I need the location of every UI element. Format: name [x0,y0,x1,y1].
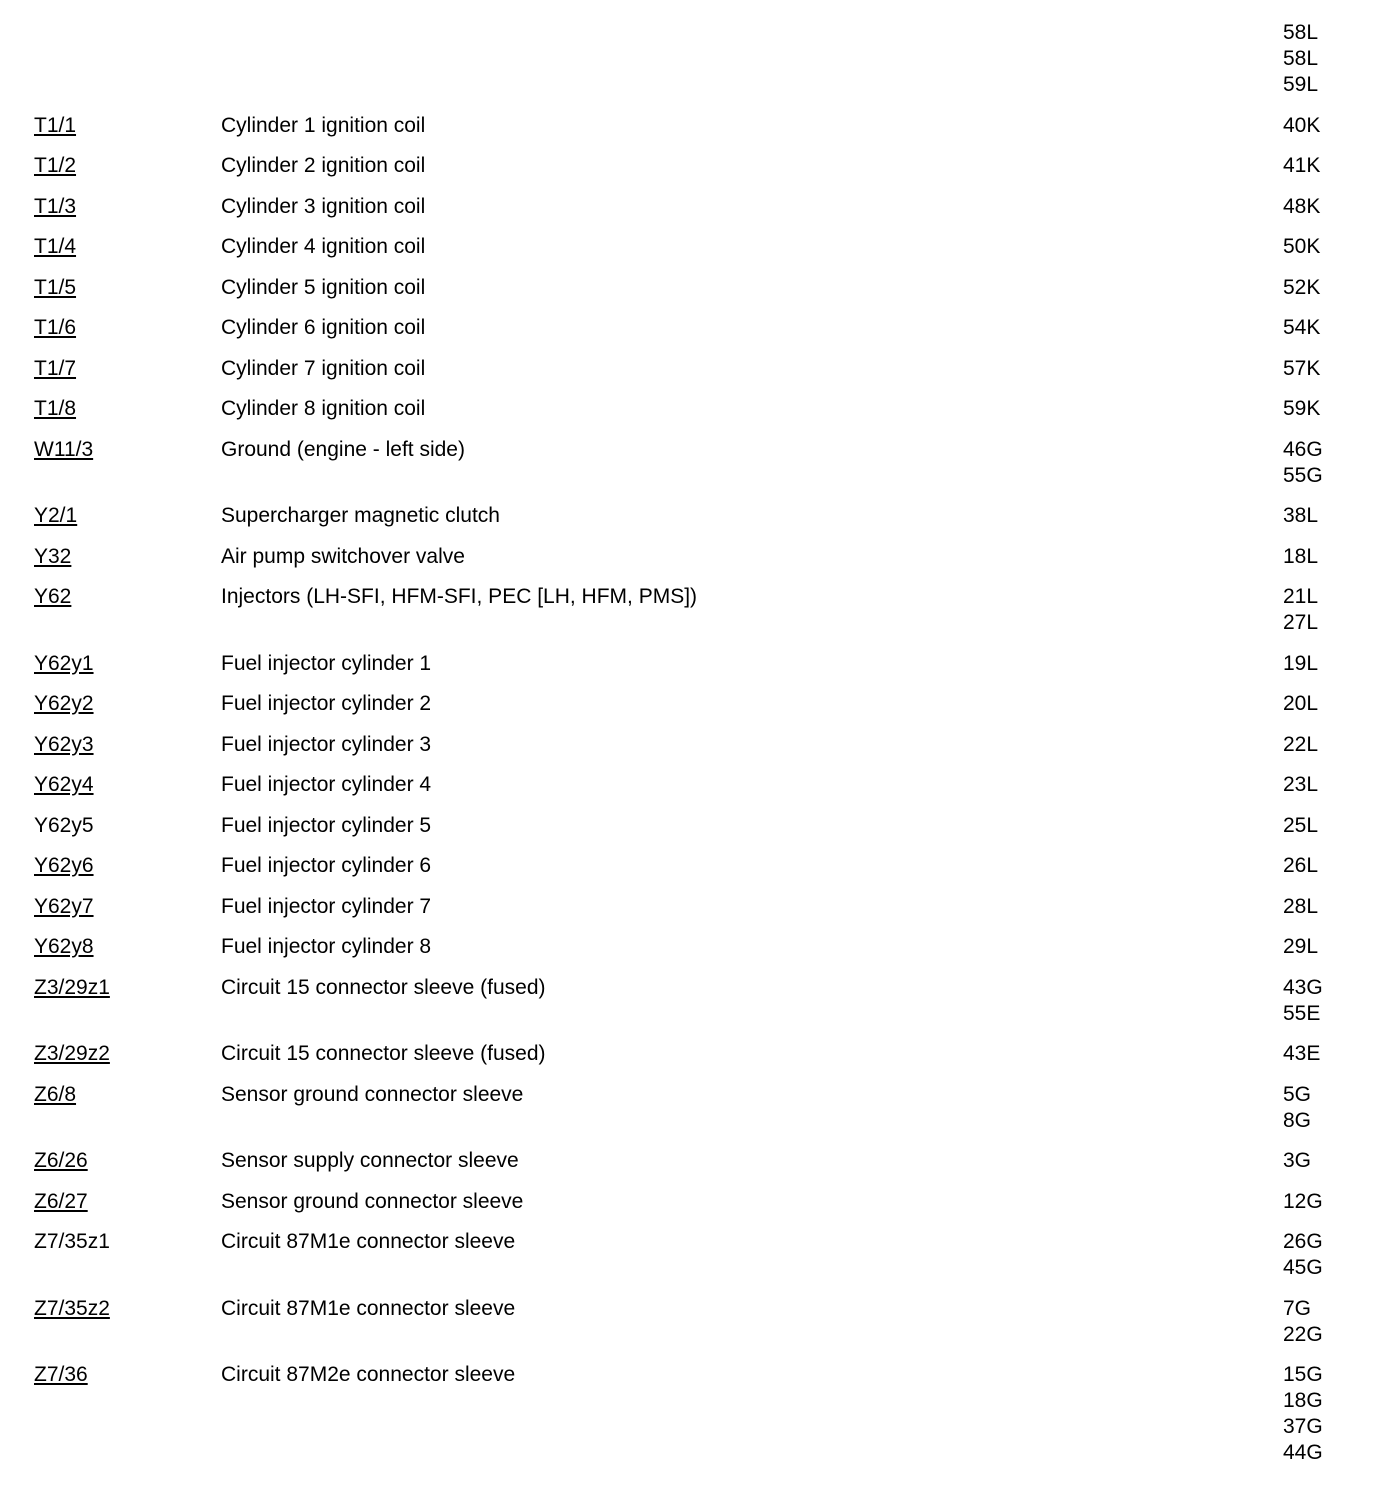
location-code: 43E [1283,1042,1321,1065]
location-code: 40K [1283,113,1321,137]
component-code-link[interactable]: Z6/27 [34,1189,88,1213]
component-description: Fuel injector cylinder 2 [221,692,432,715]
location-codes [1283,315,1320,341]
component-code-link[interactable]: W11/3 [34,437,94,461]
location-code: 58L [1283,21,1319,44]
location-codes [1283,396,1320,422]
component-description: Circuit 15 connector sleeve (fused) [221,1042,546,1065]
location-codes [1283,1041,1320,1067]
location-code: 41K [1283,154,1321,177]
component-description: Fuel injector cylinder 6 [221,854,432,877]
component-description: Injectors (LH-SFI, HFM-SFI, PEC [LH, HFM, PMS]) [221,585,698,608]
location-codes [1283,1082,1311,1134]
location-code: 5G [1283,1082,1312,1106]
location-code: 19L [1283,651,1319,675]
component-code-link[interactable]: Z6/26 [34,1149,88,1172]
component-code-link[interactable]: Z7/35z2 [34,1296,110,1320]
location-code: 58L [1283,47,1319,70]
component-code-link[interactable]: Y62y6 [34,854,94,877]
component-code-link[interactable]: T1/4 [34,235,77,258]
location-codes [1283,1229,1323,1281]
location-code: 59K [1283,397,1321,420]
location-code: 48K [1283,194,1321,218]
location-code: 50K [1283,235,1321,258]
location-code: 43G [1283,975,1323,999]
component-description: Cylinder 3 ignition coil [221,194,426,218]
component-description: Circuit 87M1e connector sleeve [221,1296,516,1320]
location-codes [1283,113,1320,139]
component-code-link[interactable]: T1/2 [34,154,77,177]
location-code: 18G [1283,1389,1323,1412]
location-codes [1283,691,1318,717]
component-description: Cylinder 5 ignition coil [221,275,426,299]
location-codes [1283,584,1318,636]
component-description: Cylinder 6 ignition coil [221,316,426,339]
component-code-link[interactable]: Z3/29z1 [34,975,110,999]
location-codes [1283,437,1323,489]
component-description: Fuel injector cylinder 3 [221,732,432,756]
location-codes [1283,853,1318,879]
component-code-link[interactable]: T1/5 [34,275,77,299]
location-codes [1283,275,1320,301]
location-code: 26L [1283,854,1319,877]
location-code: 37G [1283,1415,1323,1438]
component-code-link[interactable]: T1/6 [34,316,77,339]
location-codes [1283,234,1320,260]
location-codes [1283,1148,1311,1174]
component-code-link[interactable]: Y62y3 [34,732,94,756]
location-codes [1283,20,1318,98]
component-code-link[interactable]: Z6/8 [34,1082,77,1106]
location-code: 27L [1283,611,1319,634]
location-code: 26G [1283,1230,1323,1253]
component-code-link[interactable]: Y32 [34,544,72,568]
component-description: Circuit 87M1e connector sleeve [221,1230,516,1253]
component-description: Sensor supply connector sleeve [221,1149,519,1172]
location-code: 45G [1283,1256,1323,1279]
component-description: Sensor ground connector sleeve [221,1189,524,1213]
location-code: 28L [1283,894,1319,918]
component-code-link[interactable]: Y62y2 [34,692,94,715]
location-code: 54K [1283,316,1321,339]
location-code: 38L [1283,504,1319,527]
component-code-link[interactable]: Y62y8 [34,935,94,958]
component-code-link[interactable]: Y62y4 [34,773,94,796]
location-codes [1283,503,1318,529]
location-code: 8G [1283,1108,1312,1132]
component-description: Cylinder 4 ignition coil [221,235,426,258]
component-description: Fuel injector cylinder 8 [221,935,432,958]
location-codes [1283,732,1318,758]
location-code: 21L [1283,585,1319,608]
location-code: 44G [1283,1441,1323,1464]
location-code: 55E [1283,1001,1321,1025]
component-description: Ground (engine - left side) [221,437,465,461]
location-code: 23L [1283,773,1319,796]
location-codes [1283,934,1318,960]
component-code-link[interactable]: T1/8 [34,397,77,420]
component-description: Sensor ground connector sleeve [221,1082,524,1106]
location-code: 25L [1283,813,1319,837]
component-description: Circuit 87M2e connector sleeve [221,1363,516,1386]
component-code-link[interactable]: Z7/36 [34,1363,88,1386]
component-code-link[interactable]: T1/7 [34,356,77,380]
component-description: Circuit 15 connector sleeve (fused) [221,975,546,999]
location-codes [1283,153,1320,179]
location-code: 46G [1283,437,1323,461]
location-codes [1283,544,1318,570]
location-code: 55G [1283,463,1323,487]
location-code: 57K [1283,356,1321,380]
component-code-link[interactable]: T1/3 [34,194,77,218]
location-code: 7G [1283,1296,1312,1320]
location-codes [1283,1296,1323,1348]
location-codes [1283,975,1323,1027]
location-codes [1283,813,1318,839]
location-code: 52K [1283,275,1321,299]
component-code-link[interactable]: Y62y7 [34,894,94,918]
location-code: 20L [1283,692,1319,715]
location-codes [1283,1189,1323,1215]
component-description: Air pump switchover valve [221,544,465,568]
component-description: Fuel injector cylinder 4 [221,773,432,796]
component-description: Cylinder 1 ignition coil [221,113,426,137]
component-description: Cylinder 8 ignition coil [221,397,426,420]
location-code: 15G [1283,1363,1323,1386]
location-codes [1283,894,1318,920]
location-code: 22L [1283,732,1319,756]
location-codes [1283,1362,1323,1466]
component-description: Fuel injector cylinder 1 [221,651,432,675]
component-code-link[interactable]: T1/1 [34,113,77,137]
location-code: 22G [1283,1322,1323,1346]
component-code-link[interactable]: Y62 [34,585,72,608]
location-code: 12G [1283,1189,1323,1213]
location-codes [1283,194,1320,220]
component-code-link[interactable]: Y62y1 [34,651,94,675]
component-code: Y62y5 [34,813,94,837]
component-code: Z7/35z1 [34,1230,110,1253]
location-code: 18L [1283,544,1319,568]
location-code: 29L [1283,935,1319,958]
component-description: Fuel injector cylinder 7 [221,894,432,918]
location-codes [1283,651,1318,677]
component-code-link[interactable]: Z3/29z2 [34,1042,110,1065]
location-code: 3G [1283,1149,1312,1172]
component-description: Cylinder 2 ignition coil [221,154,426,177]
location-codes [1283,772,1318,798]
location-code: 59L [1283,73,1319,96]
component-description: Fuel injector cylinder 5 [221,813,432,837]
component-description: Cylinder 7 ignition coil [221,356,426,380]
component-code-link[interactable]: Y2/1 [34,504,78,527]
location-codes [1283,356,1320,382]
component-description: Supercharger magnetic clutch [221,504,500,527]
